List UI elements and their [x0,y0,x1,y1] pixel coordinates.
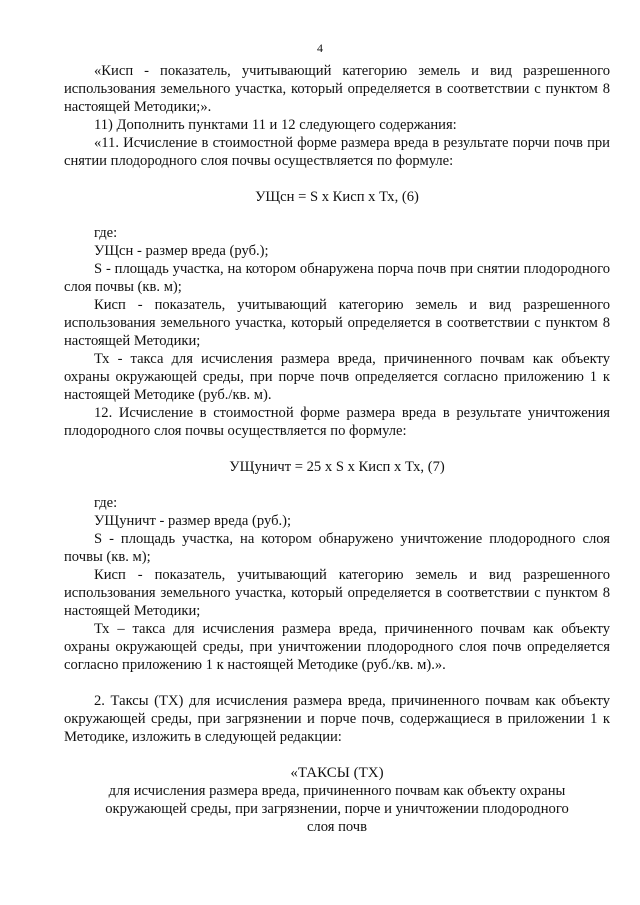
definition-tx: Тх - такса для исчисления размера вреда, причиненного почвам как объекту охраны окружающей среды, при порче почв определяется согласно приложению 1 к настоящей Методике (руб./кв. м). [64,351,610,403]
definition-kisp: Кисп - показатель, учитывающий категорию земель и вид разрешенного использования земельного участка, который определяется в соответствии с пунктом 8 настоящей Методики; [64,297,610,349]
definition-uschunicht: УЩуничт - размер вреда (руб.); [94,513,292,529]
paragraph-kisp-definition: «Кисп - показатель, учитывающий категорию земель и вид разрешенного использования земельного участка, который определяется в соответствии с пунктом 8 настоящей Методики;». [64,63,610,115]
taxes-heading-title: «ТАКСЫ (ТХ) [290,765,384,781]
document-body [64,62,610,836]
where-label-2: где: [94,495,118,511]
definition-uschsn: УЩсн - размер вреда (руб.); [94,243,269,259]
formula-6: УЩсн = S x Кисп x Тх, (6) [255,189,419,205]
where-label: где: [94,225,118,241]
taxes-heading-line-2: окружающей среды, при загрязнении, порче и уничтожении плодородного [105,801,569,817]
page-number: 4 [317,41,323,55]
taxes-heading-line-1: для исчисления размера вреда, причиненного почвам как объекту охраны [108,783,566,799]
paragraph-point-12: 12. Исчисление в стоимостной форме размера вреда в результате уничтожения плодородного слоя почвы осуществляется по формуле: [64,405,610,439]
definition-tx-2: Тх – такса для исчисления размера вреда, причиненного почвам как объекту охраны окружающей среды, при уничтожении плодородного слоя почв определяется согласно приложению 1 к настоящей Методике (руб./кв. м).». [64,621,610,673]
paragraph-item-2: 2. Таксы (ТХ) для исчисления размера вреда, причиненного почвам как объекту окружающей среды, при загрязнении и порче почв, содержащиеся в приложении 1 к Методике, изложить в следующей редакции: [64,693,610,745]
definition-s: S - площадь участка, на котором обнаружена порча почв при снятии плодородного слоя почвы (кв. м); [64,261,610,295]
taxes-heading-line-3: слоя почв [306,819,368,835]
paragraph-point-11: «11. Исчисление в стоимостной форме размера вреда в результате порчи почв при снятии плодородного слоя почвы осуществляется по формуле: [64,135,610,169]
paragraph-item-11: 11) Дополнить пунктами 11 и 12 следующего содержания: [94,117,457,133]
formula-7: УЩуничт = 25 x S x Кисп x Тх, (7) [229,459,445,475]
definition-kisp-2: Кисп - показатель, учитывающий категорию земель и вид разрешенного использования земельного участка, который определяется в соответствии с пунктом 8 настоящей Методики; [64,567,610,619]
definition-s-2: S - площадь участка, на котором обнаружено уничтожение плодородного слоя почвы (кв. м); [64,531,610,565]
